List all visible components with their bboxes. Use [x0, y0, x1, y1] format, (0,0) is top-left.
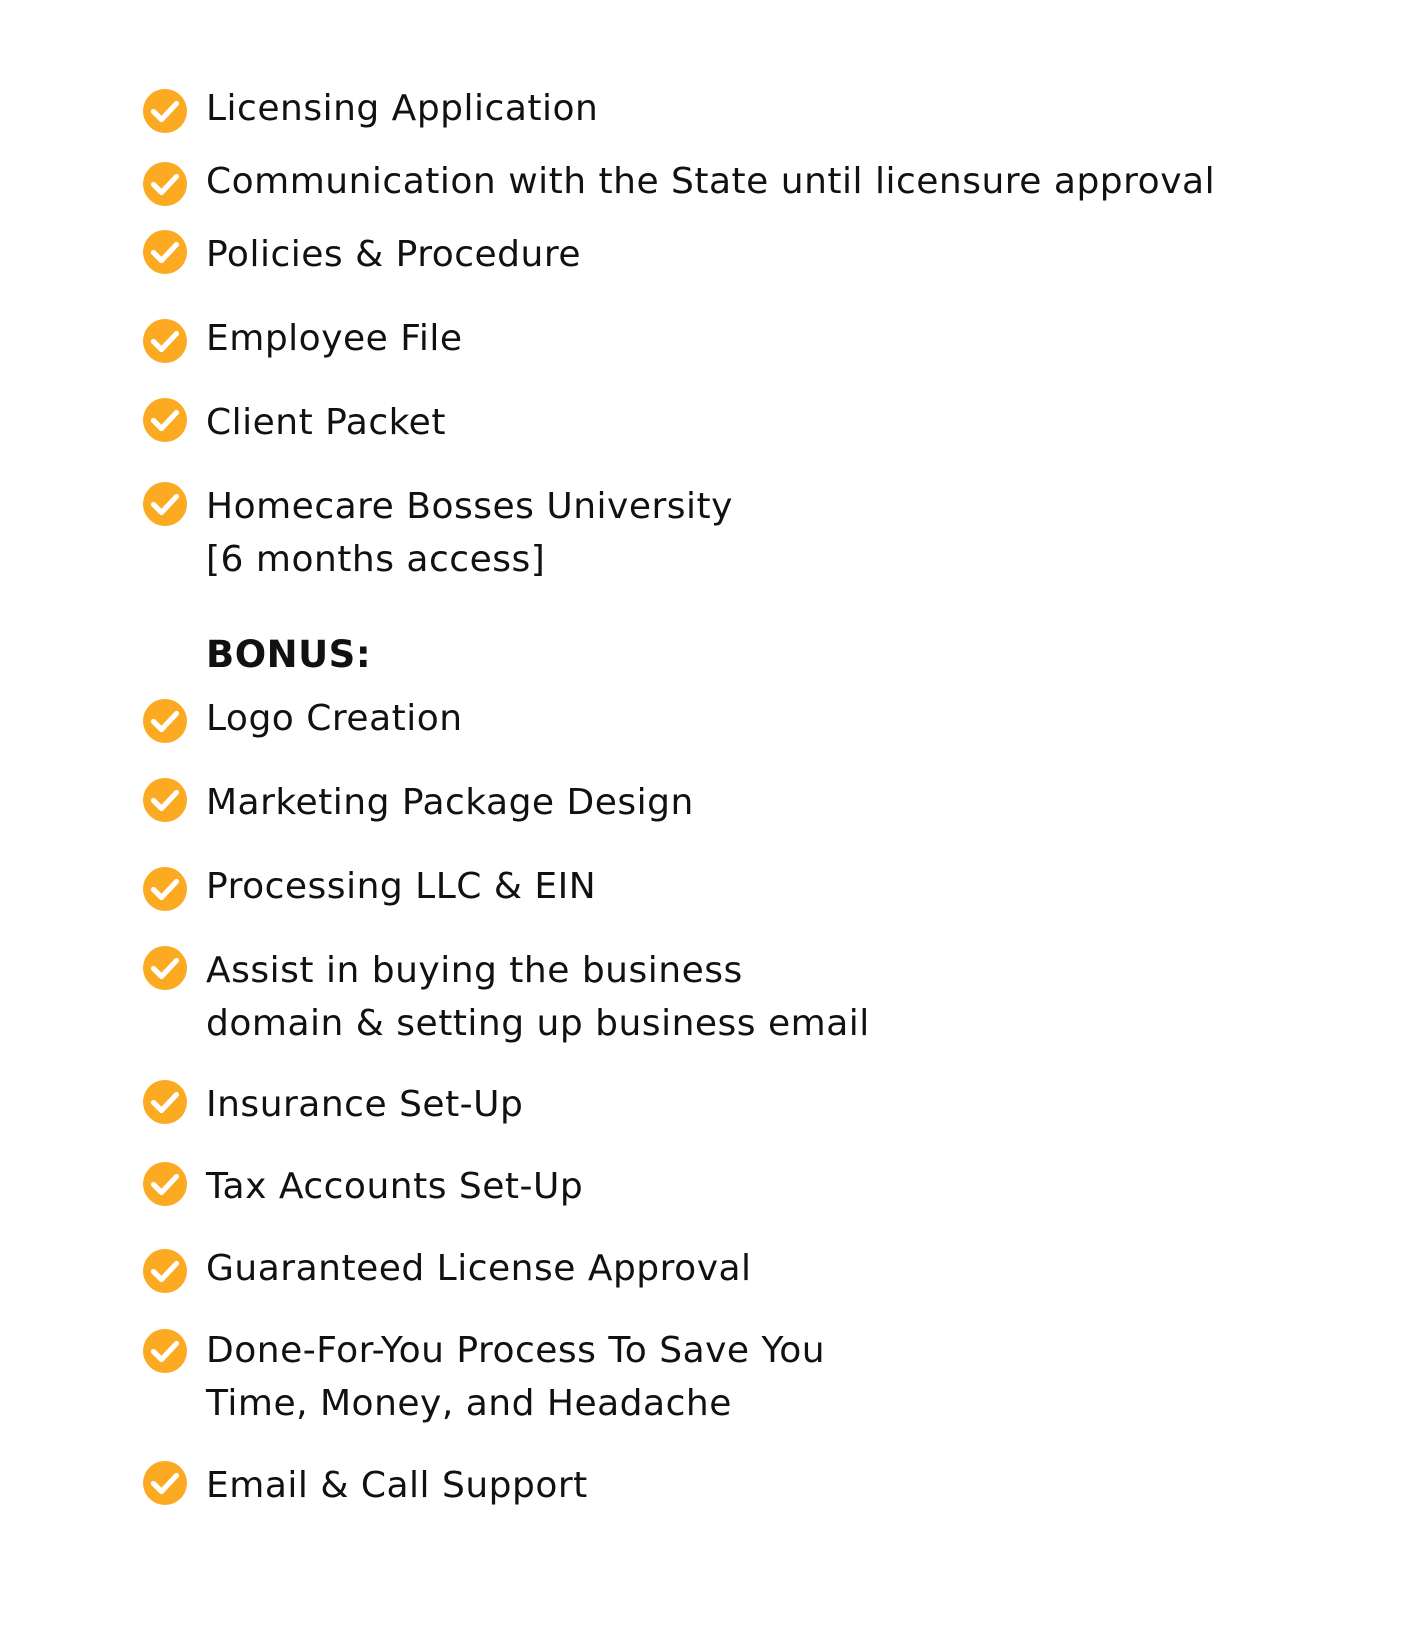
list-item-label — [206, 1160, 583, 1213]
check-circle-icon — [141, 944, 189, 992]
check-circle-icon — [141, 865, 189, 913]
list-item-label — [206, 1242, 752, 1295]
list-item-line: Marketing Package Design — [206, 782, 694, 823]
check-circle-icon — [141, 697, 189, 745]
list-item-line: Homecare Bosses University — [206, 486, 733, 527]
check-circle-icon — [141, 1078, 189, 1126]
check-circle-icon — [141, 317, 189, 365]
check-circle-icon — [141, 396, 189, 444]
list-item-line: Tax Accounts Set-Up — [206, 1166, 584, 1207]
list-item-label — [206, 228, 581, 281]
check-circle-icon — [141, 480, 189, 528]
list-item-label — [206, 860, 596, 913]
list-item-label — [206, 1078, 523, 1131]
list-item-line: [6 months access] — [206, 539, 546, 580]
list-item-line: domain & setting up business email — [206, 1003, 870, 1044]
check-circle-icon — [141, 228, 189, 276]
check-circle-icon — [141, 1160, 189, 1208]
list-item-label — [206, 82, 598, 135]
list-item-line: Client Packet — [206, 402, 446, 443]
list-item-line: Logo Creation — [206, 698, 463, 739]
list-item-line: Assist in buying the business — [206, 950, 743, 991]
list-item-label — [206, 480, 733, 586]
list-item-line: Communication with the State until licensure approval — [206, 161, 1216, 202]
list-item-label — [206, 944, 870, 1050]
list-item-line: Email & Call Support — [206, 1465, 588, 1506]
check-circle-icon — [141, 1327, 189, 1375]
check-circle-icon — [141, 87, 189, 135]
check-circle-icon — [141, 776, 189, 824]
check-circle-icon — [141, 160, 189, 208]
list-item-line: Employee File — [206, 318, 463, 359]
list-item-label — [206, 692, 463, 745]
list-item-line: Time, Money, and Headache — [206, 1383, 732, 1424]
list-item-label — [206, 396, 446, 449]
bonus-heading: BONUS: — [206, 633, 372, 676]
list-item-label — [206, 155, 1215, 208]
list-item-label — [206, 776, 694, 829]
list-item-label — [206, 1324, 825, 1430]
list-item-line: Done-For-You Process To Save You — [206, 1330, 826, 1371]
check-circle-icon — [141, 1459, 189, 1507]
list-item-line: Licensing Application — [206, 88, 599, 129]
list-item-line: Policies & Procedure — [206, 234, 581, 275]
check-circle-icon — [141, 1247, 189, 1295]
list-item-label — [206, 312, 462, 365]
list-item-line: Processing LLC & EIN — [206, 866, 597, 907]
list-item-line: Insurance Set-Up — [206, 1084, 524, 1125]
list-item-label — [206, 1459, 588, 1512]
list-item-line: Guaranteed License Approval — [206, 1248, 752, 1289]
